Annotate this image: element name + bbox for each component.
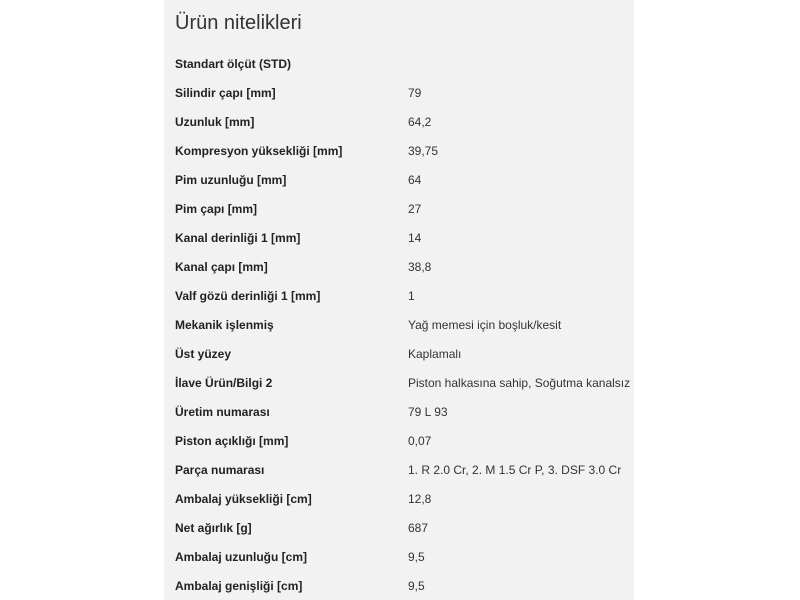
attribute-value: 9,5 — [408, 579, 425, 593]
attribute-label: Pim uzunluğu [mm] — [175, 173, 287, 187]
attribute-value: 64 — [408, 173, 422, 187]
attribute-row — [164, 282, 634, 311]
attribute-value: 9,5 — [408, 550, 425, 564]
attribute-label: Valf gözü derinliği 1 [mm] — [175, 289, 321, 303]
attribute-value: 38,8 — [408, 260, 432, 274]
attribute-row — [164, 195, 634, 224]
attribute-value: Piston halkasına sahip, Soğutma kanalsız — [408, 376, 631, 390]
attribute-row — [164, 79, 634, 108]
attribute-row — [164, 311, 634, 340]
attribute-value: 687 — [408, 521, 429, 535]
attribute-row — [164, 50, 634, 79]
attribute-label: Silindir çapı [mm] — [175, 86, 276, 100]
attribute-label: Kanal derinliği 1 [mm] — [175, 231, 301, 245]
attribute-label: Ambalaj genişliği [cm] — [175, 579, 303, 593]
attribute-label: Kanal çapı [mm] — [175, 260, 268, 274]
attribute-label: Üst yüzey — [175, 347, 232, 361]
attribute-label: Ambalaj uzunluğu [cm] — [175, 550, 307, 564]
attribute-label: Ambalaj yüksekliği [cm] — [175, 492, 312, 506]
section-title: Ürün nitelikleri — [175, 12, 302, 34]
attribute-row — [164, 253, 634, 282]
attribute-value: 0,07 — [408, 434, 432, 448]
attribute-row — [164, 572, 634, 600]
attribute-label: Parça numarası — [175, 463, 265, 477]
attribute-label: Net ağırlık [g] — [175, 521, 252, 535]
attribute-row — [164, 427, 634, 456]
attribute-row — [164, 369, 634, 398]
attribute-label: İlave Ürün/Bilgi 2 — [175, 376, 273, 390]
attribute-row — [164, 166, 634, 195]
attribute-value: 39,75 — [408, 144, 439, 158]
attribute-value: 14 — [408, 231, 422, 245]
attribute-value: 1 — [408, 289, 415, 303]
attribute-label: Uzunluk [mm] — [175, 115, 255, 129]
attribute-row — [164, 543, 634, 572]
attribute-value: 12,8 — [408, 492, 432, 506]
attributes-table — [164, 50, 634, 600]
attribute-value: 64,2 — [408, 115, 432, 129]
attribute-label: Üretim numarası — [175, 405, 270, 419]
attribute-label: Pim çapı [mm] — [175, 202, 258, 216]
attribute-label: Piston açıklığı [mm] — [175, 434, 289, 448]
attribute-row — [164, 485, 634, 514]
attribute-row — [164, 514, 634, 543]
attribute-value: Yağ memesi için boşluk/kesit — [408, 318, 562, 332]
attribute-value: Kaplamalı — [408, 347, 462, 361]
attribute-row — [164, 340, 634, 369]
attribute-row — [164, 137, 634, 166]
attribute-label: Kompresyon yüksekliği [mm] — [175, 144, 343, 158]
attribute-label: Standart ölçüt (STD) — [175, 57, 291, 71]
attribute-row — [164, 398, 634, 427]
attribute-row — [164, 456, 634, 485]
attribute-value: 79 L 93 — [408, 405, 448, 419]
attribute-label: Mekanik işlenmiş — [175, 318, 274, 332]
attribute-value: 79 — [408, 86, 422, 100]
attribute-value: 1. R 2.0 Cr, 2. M 1.5 Cr P, 3. DSF 3.0 Cr — [408, 463, 622, 477]
attribute-row — [164, 108, 634, 137]
attribute-row — [164, 224, 634, 253]
attribute-value: 27 — [408, 202, 422, 216]
